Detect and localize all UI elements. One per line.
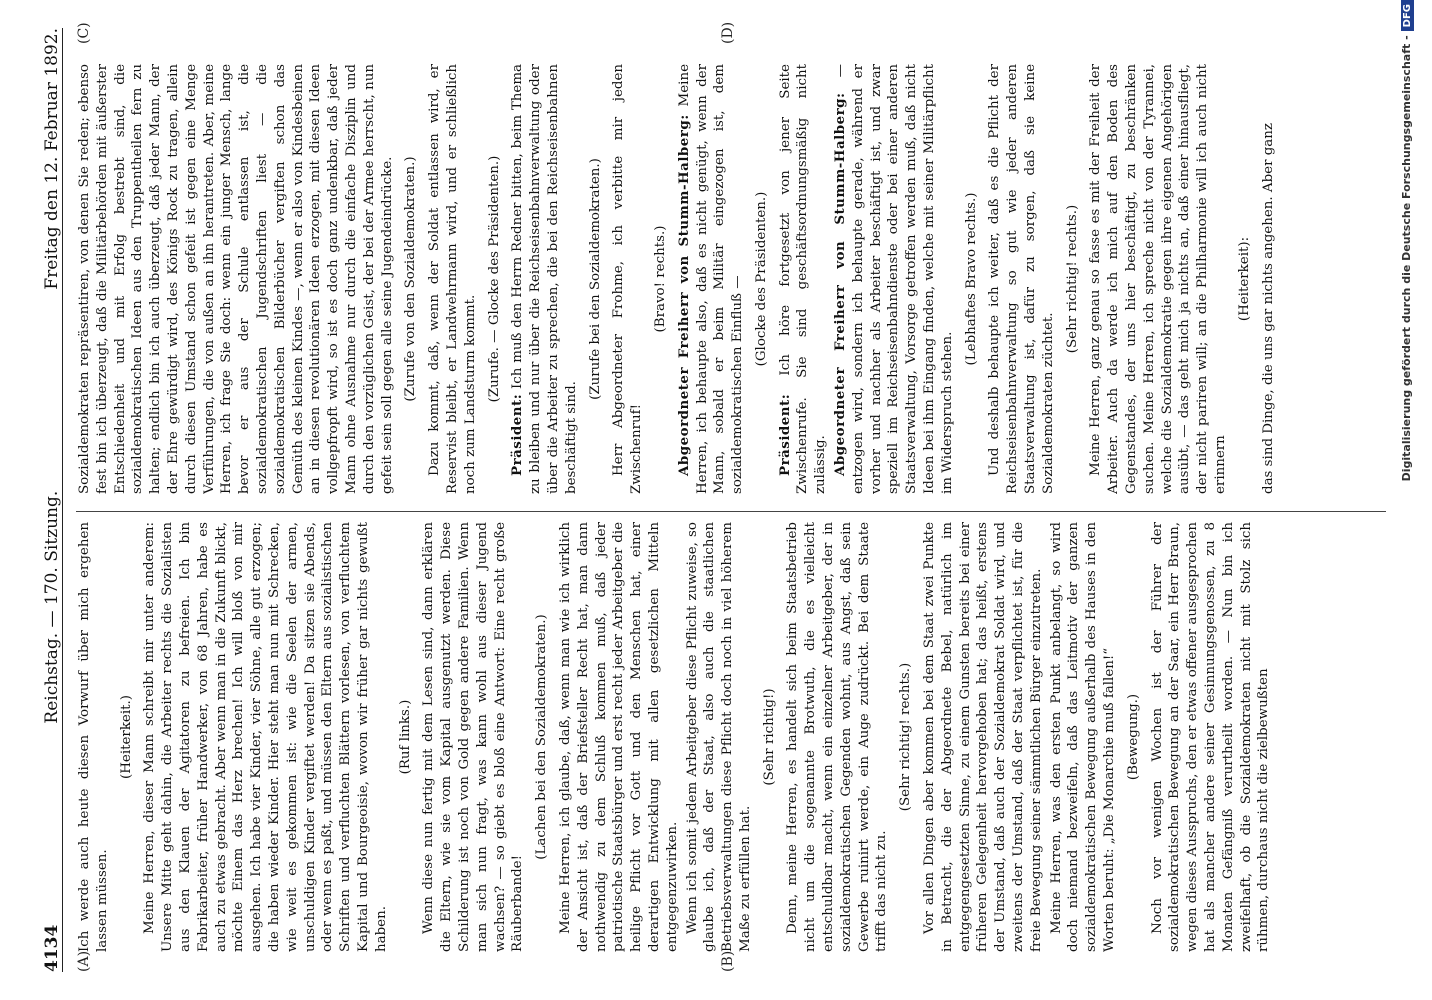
reaction: (Sehr richtig! rechts.) [1064,204,1080,354]
speaker-name: Abgeordneter Freiherr von Stumm-Halberg: [832,92,849,476]
reaction: (Lebhaftes Bravo rechts.) [963,192,979,366]
paragraph: Ich werde auch heute diesen Vorwurf über mich ergehen lassen müssen. [77,522,110,952]
session-date: Freitag den 12. Februar 1892. [42,28,62,290]
dfg-logo: DFG [1401,0,1414,31]
paragraph: Meine Herren, ganz genau so fasse es mit der Freiheit der Arbeiter. Auch da werde ich mich auf den Boden des Gegenstandes, der uns hier beschäftigt, zu beschränken suchen. Meine Herren, ich spreche nicht von der Tyrannei, welche die Sozialdemokratie gegen ihre eigenen Angehörigen ausübt, — das geht mich ja nichts an, daß einer hinausfliegt, der nicht pariren will; an die Philharmonie will ich auch nicht erinnern [1088,64,1229,494]
speech [777,64,830,494]
page-header [26,28,63,972]
reaction: (Heiterkeit): [1236,236,1252,322]
reaction: (Bewegung.) [1125,693,1141,781]
reaction: (Zurufe. — Glocke des Präsidenten.) [486,155,502,403]
reaction: (Zurufe von den Sozialdemokraten.) [403,156,419,402]
speech-text: Ich muß den Herrn Redner bitten, beim Thema zu bleiben und nur über die Reichseisenbahnverwaltung oder über die Arbeiter zu sprechen, die bei den Reichseisenbahnen beschäftigt sind. [510,64,579,494]
left-column [76,522,1386,952]
reaction: (Zurufe bei den Sozialdemokraten.) [587,158,603,400]
credit-text: Digitalisierung gefördert durch die Deutsche Forschungsgemeinschaft - [1400,35,1413,482]
margin-letter-a: (A) [76,950,92,972]
reaction: (Glocke des Präsidenten.) [753,191,769,367]
paragraph: Dazu kommt, daß, wenn der Soldat entlassen wird, er Reservist bleibt, er Landwehrmann wird, und er schließlich noch zum Landsturm kommt. [427,64,478,494]
paragraph: Herr Abgeordneter Frohme, ich verbitte mir jeden Zwischenruf! [611,64,645,494]
speech [509,64,580,494]
session-title: Reichstag. — 170. Sitzung. [42,490,62,724]
reaction: (Sehr richtig! rechts.) [898,662,914,812]
reaction: (Heiterkeit.) [118,695,134,779]
speech [676,64,747,494]
reaction: (Lachen bei den Sozialdemokraten.) [534,614,550,860]
reaction: (Ruf links.) [397,699,413,775]
right-column [76,64,1386,494]
paragraph: Denn, meine Herren, es handelt sich beim Staatsbetrieb nicht um die sogenannte Brotwuth, die es vielleicht entschuldbar macht, wenn ein einzelner Arbeitgeber, der in sozialdemokratischen Gegenden wohnt, aus Angst, daß sein Gewerbe ruinirt werde, ein Auge zudrückt. Bei dem Staate trifft das nicht zu. [785,522,890,952]
digitization-credit [1400,0,1414,1000]
speech-text: — entzogen wird, sondern ich behaupte gerade, während er vorher und nachher als Arbeiter beschäftigt ist, und zwar speziell im Reichseisenbahndienste oder bei einer anderen Staatsverwaltung, Vorsorge getroffen werden muß, daß nicht Ideen bei ihm Eingang finden, welche mit seiner Militärpflicht im Widerspruch stehen. [833,64,955,494]
paragraph: Noch vor wenigen Wochen ist der Führer der sozialdemokratischen Bewegung an der Saar, ein Herr Braun, wegen dieses Ausspruchs, den er etwas offener ausgesprochen hat als mancher andere seiner Gesinnungsgenossen, zu 8 Monaten Gefängniß verurtheilt worden. — Nun bin ich zweifelhaft, ob die Sozialdemokraten nicht mit Stolz sich rühmen, durchaus nicht die zielbewußten [1149,522,1272,952]
margin-letter-b: (B) [720,950,736,972]
speech [832,64,957,494]
paragraph: Meine Herren, ich glaube, daß, wenn man wie ich wirklich der Ansicht ist, daß der Briefsteller Recht hat, man dann nothwendig zu dem Schluß kommen muß, daß jeder patriotische Staatsbürger und erst recht jeder Arbeitgeber die heilige Pflicht vor Gott und den Menschen hat, einer derartigen Entwicklung mit allen gesetzlichen Mitteln entgegenzuwirken. [557,522,680,952]
column-divider [76,511,1386,512]
reaction: (Bravo! rechts.) [652,225,668,333]
paragraph: Meine Herren, was den ersten Punkt anbelangt, so wird doch niemand bezweifeln, daß das Leitmotiv der ganzen sozialdemokratischen Bewegung außerhalb des Hauses in den Worten beruht: „Die Monarchie muß fallen!“ [1048,522,1118,952]
paragraph: Wenn ich somit jedem Arbeitgeber diese Pflicht zuweise, so glaube ich, daß der Staat, also auch die staatlichen Betriebsverwaltungen diese Pflicht doch noch in viel höherem Maße zu erfüllen hat. [684,522,753,952]
paragraph: Sozialdemokraten repräsentiren, von denen Sie reden; ebenso fest bin ich überzeugt, daß die Militärbehörden mit äußerster Entschiedenheit und mit Erfolg bestrebt sind, die sozialdemokratischen Ideen aus den Truppentheilen fern zu halten; endlich bin ich auch überzeugt, daß jeder Mann, der der Ehre gewürdigt wird, des Königs Rock zu tragen, allein durch diesen Umstand schon gefeit ist gegen eine Menge Verführungen, die von außen an ihn herantreten. Aber, meine Herren, ich frage Sie doch: wenn ein junger Mensch, lange bevor er aus der Schule entlassen ist, die sozialdemokratischen Jugendschriften liest — die sozialdemokratischen Bilderbücher vergiften schon das Gemüth des kleinen Kindes —, wenn er also von Kindesbeinen an in diesen revolutionären Ideen erzogen, mit diesen Ideen vollgepfropft wird, so ist es doch ganz undenkbar, daß jeder Mann ohne Ausnahme nur durch die einfache Disziplin und durch den vorzüglichen Geist, der bei der Armee herrscht, nun gefeit sein soll gegen alle seine Jugendeindrücke. [77,64,395,494]
paragraph: Vor allen Dingen aber kommen bei dem Staat zwei Punkte in Betracht, die der Abgeordnete Bebel, natürlich im entgegengesetzten Sinne, zu einem Gunsten bereits bei einer früheren Gelegenheit hervorgehoben hat; das heißt, erstens der Umstand, daß auch der Sozialdemokrat Soldat wird, und zweitens der Umstand, daß der Staat verpflichtet ist, für die freie Bewegung seiner sämmtlichen Bürger einzutreten. [922,522,1044,952]
paragraph: Meine Herren, dieser Mann schreibt mir unter anderem: Unsere Mitte geht dahin, die Arbeiter rechts die Sozialisten aus den Klauen der Agitatoren zu befreien. Ich bin Fabrikarbeiter, früher Handwerker, von 68 Jahren, habe es auch zu etwas gebracht. Aber wenn man in die Zukunft blickt, möchte Einem das Herz brechen! Ich will bloß von mir ausgehen. Ich habe vier Kinder, vier Söhne, alle gut erzogen; die haben wieder Kinder. Hier steht man nun mit Schrecken, wie weit es gekommen ist: wie die Seelen der armen, unschuldigen Kinder vergiftet werden! Da sitzen sie Abends, oder wenn es paßt, und müssen den Eltern aus sozialistischen Schriften und verfluchten Blättern vorlesen, von verfluchtem Kapital und Bourgeoisie, wovon wir früher gar nichts gewußt haben. [142,522,389,952]
reaction: (Sehr richtig!) [761,688,777,786]
speaker-name: Abgeordneter Freiherr von Stumm-Halberg: [675,114,692,476]
speech-text: Ich höre fortgesetzt von jener Seite Zwischenrufe. Sie sind geschäftsordnungsmäßig nicht zulässig. [777,64,829,494]
margin-letter-c: (C) [76,22,92,44]
paragraph: Wenn diese nun fertig mit dem Lesen sind, dann erklären die Eltern, wie sie vom Kapital ausgenutzt werden. Diese Schilderung ist noch von Gold gegen andere Familien. Wenn man sich nun fragt, was kann wohl aus dieser Jugend wachsen? — so giebt es bloß eine Antwort: Eine recht große Räuberbande! [421,522,526,952]
paragraph: Und deshalb behaupte ich weiter, daß es die Pflicht der Reichseisenbahnverwaltung so gut wie jeder anderen Staatsverwaltung ist, dafür zu sorgen, daß sie keine Sozialdemokraten züchtet. [987,64,1056,494]
speaker-name: Präsident: [509,393,526,476]
margin-letter-d: (D) [720,21,736,44]
paragraph: das sind Dinge, die uns gar nichts angehen. Aber ganz [1260,123,1276,494]
page-number: 4134 [42,924,62,972]
speech-text: Meine Herren, ich behaupte also, daß es nicht genügt, wenn der Mann, sobald er beim Militär eingezogen ist, dem sozialdemokratischen Einfluß — [676,64,746,494]
speaker-name: Präsident: [776,393,793,476]
